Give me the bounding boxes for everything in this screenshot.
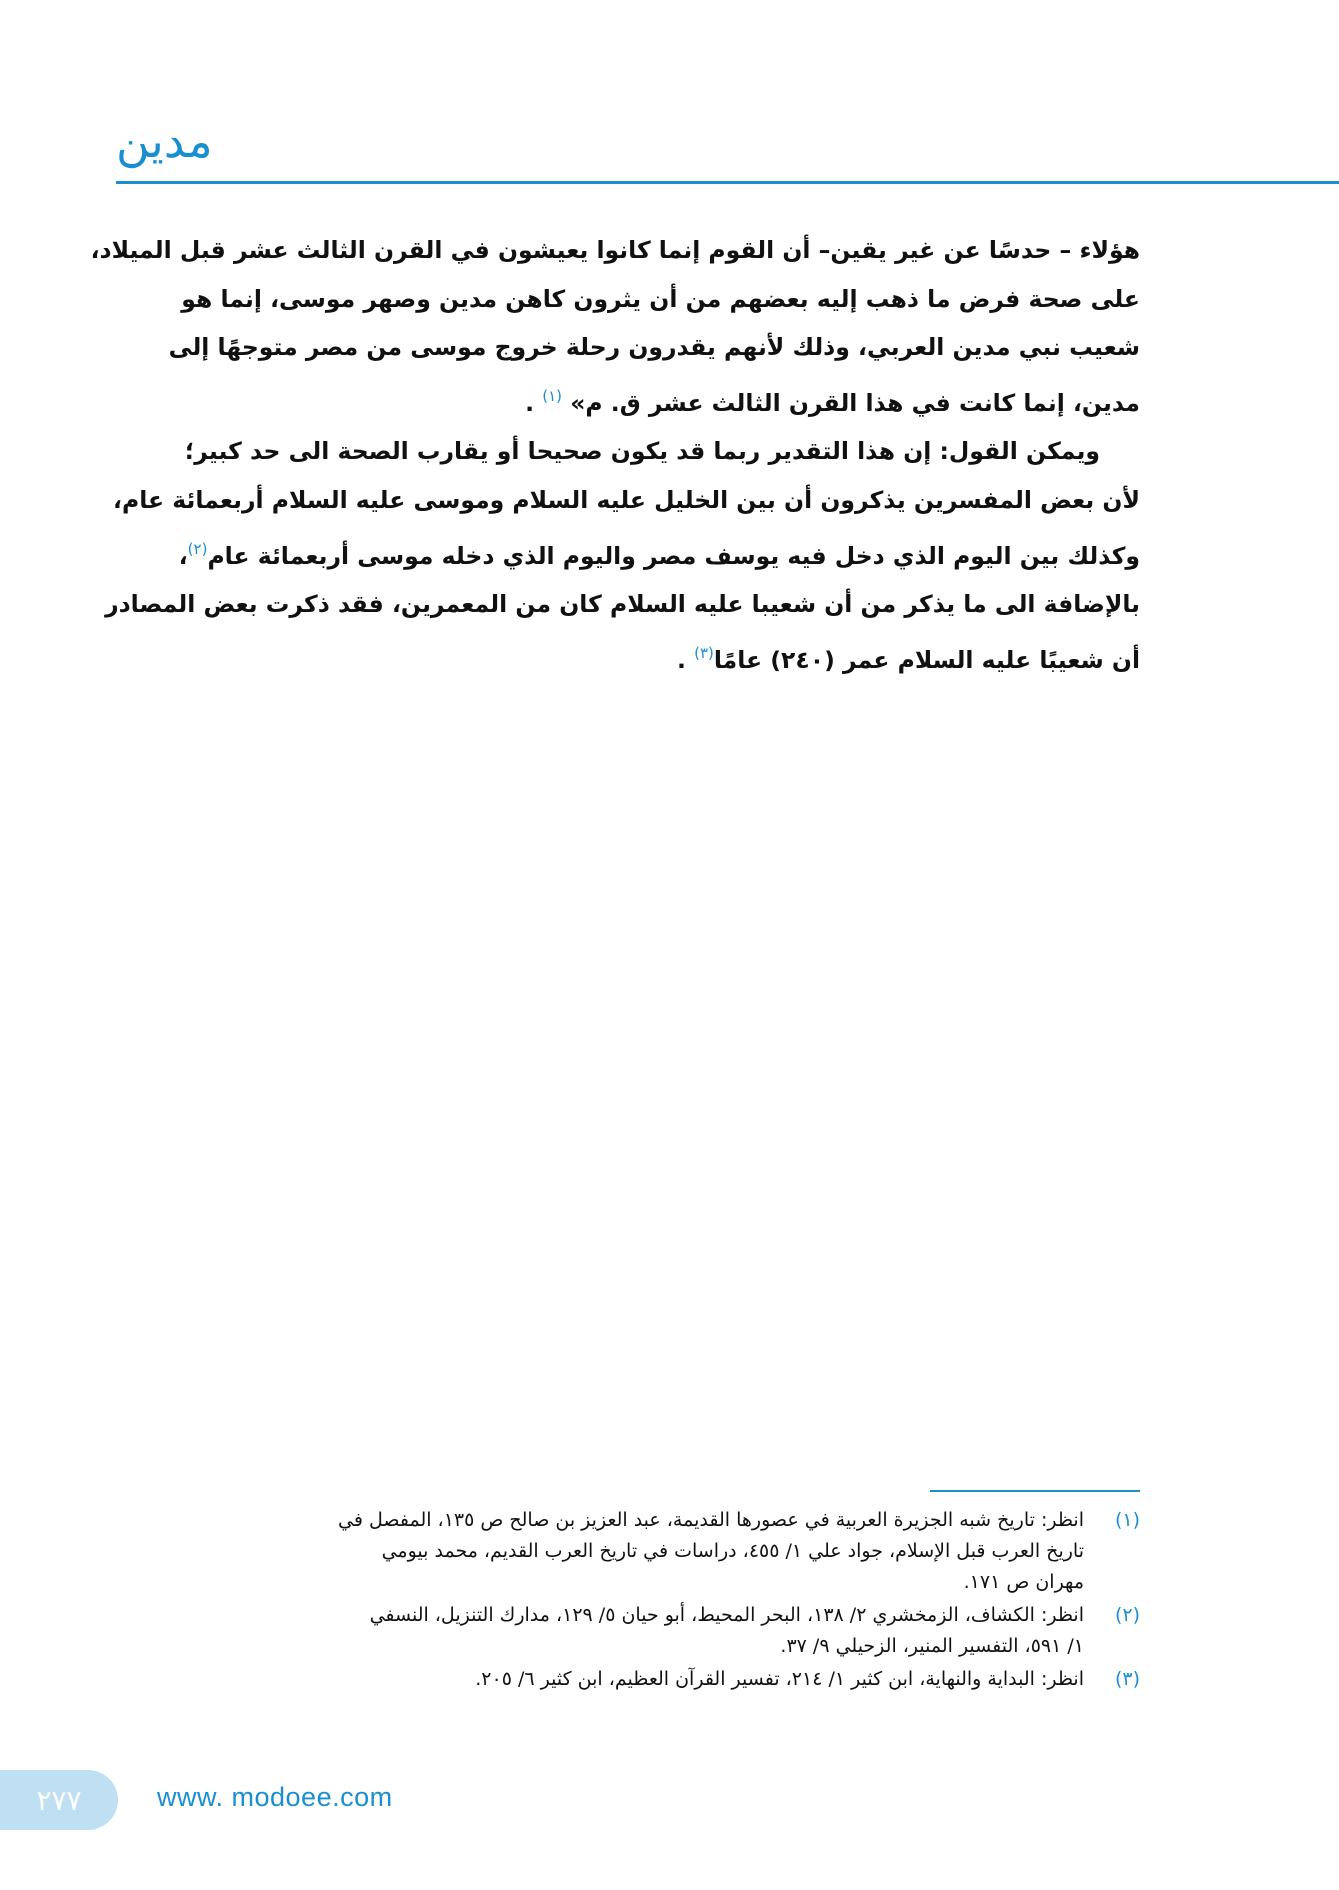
body-line: لأن بعض المفسرين يذكرون أن بين الخليل عليه السلام وموسى عليه السلام أربعمائة عام، <box>113 485 1140 514</box>
footnote-line: انظر: تاريخ شبه الجزيرة العربية في عصورها القديمة، عبد العزيز بن صالح ص ١٣٥، المفصل في <box>338 1509 1084 1531</box>
footnote-2 <box>116 1600 1140 1662</box>
footnote-line: ١/ ٥٩١، التفسير المنير، الزحيلي ٩/ ٣٧. <box>780 1635 1084 1657</box>
body-text <box>90 226 1140 684</box>
footnote-line: انظر: الكشاف، الزمخشري ٢/ ١٣٨، البحر المحيط، أبو حيان ٥/ ١٢٩، مدارك التنزيل، النسفي <box>369 1604 1084 1626</box>
footnote-divider <box>930 1490 1140 1492</box>
body-line: ويمكن القول: إن هذا التقدير ربما قد يكون صحيحا أو يقارب الصحة الى حد كبير؛ <box>184 437 1100 466</box>
page-number: ٢٧٧ <box>36 1783 82 1817</box>
footnote-line: انظر: البداية والنهاية، ابن كثير ١/ ٢١٤، تفسير القرآن العظيم، ابن كثير ٦/ ٢٠٥. <box>475 1668 1084 1690</box>
body-line: بالإضافة الى ما يذكر من أن شعيبا عليه السلام كان من المعمرين، فقد ذكرت بعض المصادر <box>105 590 1140 619</box>
footnote-1 <box>116 1505 1140 1598</box>
footnote-ref-3[interactable]: (٣) <box>694 643 714 662</box>
header-divider <box>116 181 1339 184</box>
footnote-number: (٢) <box>1114 1604 1140 1626</box>
body-line: على صحة فرض ما ذهب إليه بعضهم من أن يثرون كاهن مدين وصهر موسى، إنما هو <box>181 284 1140 313</box>
footnote-number: (٣) <box>1114 1668 1140 1690</box>
page-number-badge <box>0 1770 118 1830</box>
body-line: أن شعيبًا عليه السلام عمر (٢٤٠) عامًا$^{(٣)}$ . <box>676 643 1140 674</box>
chapter-title: مدين <box>116 114 213 168</box>
footnote-ref-1[interactable]: (١) <box>542 386 563 405</box>
body-line: مدين، إنما كانت في هذا القرن الثالث عشر ق. م» $^{(١)}$ . <box>525 386 1140 417</box>
footnotes <box>116 1505 1140 1697</box>
footnote-3 <box>116 1664 1140 1695</box>
footnote-number: (١) <box>1114 1509 1140 1531</box>
site-url-link[interactable]: www. modoee.com <box>157 1782 393 1812</box>
footnote-line: تاريخ العرب قبل الإسلام، جواد علي ١/ ٤٥٥، دراسات في تاريخ العرب القديم، محمد بيومي <box>381 1540 1084 1562</box>
body-line: هؤلاء – حدسًا عن غير يقين– أن القوم إنما كانوا يعيشون في القرن الثالث عشر قبل الميلاد، <box>90 236 1140 264</box>
footnote-ref-2[interactable]: (٢) <box>187 539 208 558</box>
body-line: وكذلك بين اليوم الذي دخل فيه يوسف مصر واليوم الذي دخله موسى أربعمائة عام$^{(٢)}$، <box>178 539 1140 570</box>
footnote-line: مهران ص ١٧١. <box>963 1571 1084 1593</box>
body-line: شعيب نبي مدين العربي، وذلك لأنهم يقدرون رحلة خروج موسى من مصر متوجهًا إلى <box>168 333 1140 362</box>
